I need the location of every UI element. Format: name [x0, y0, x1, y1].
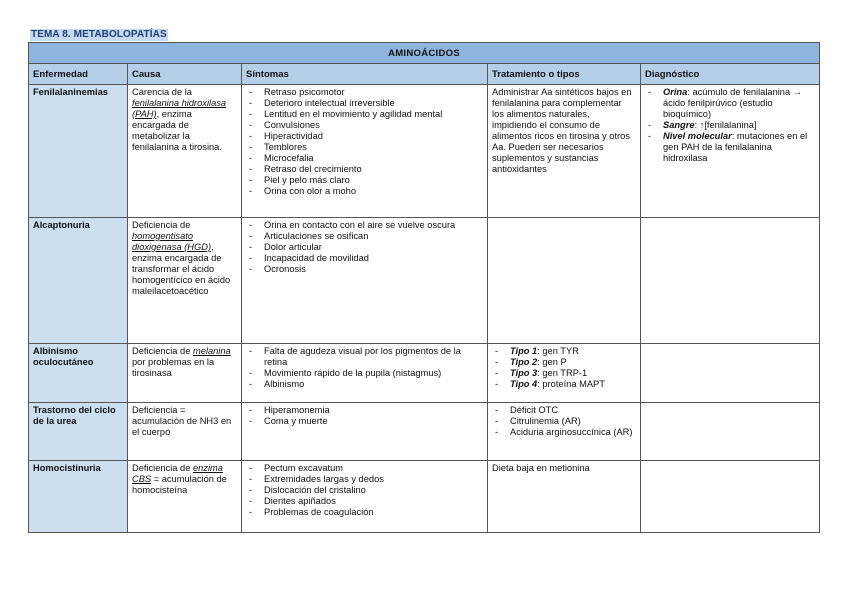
symptom-item: - Dislocación del cristalino: [246, 485, 483, 496]
cause-cell: [128, 218, 242, 344]
types-cell: [488, 344, 641, 403]
symptom-item: - Ocronosis: [246, 264, 483, 275]
diagnosis-label: Sangre: [663, 120, 695, 130]
type-item: - Aciduria arginosuccínica (AR): [492, 427, 636, 438]
type-text: : gen TYR: [537, 346, 579, 356]
header-diagnostico: Diagnóstico: [641, 64, 820, 85]
diagnosis-label: Nivel molecular: [663, 131, 732, 141]
type-label: Tipo 1: [510, 346, 538, 356]
symptom-item: - Movimiento rápido de la pupila (nistagmus): [246, 368, 483, 379]
diagnosis-cell: [641, 85, 820, 218]
cause-enzyme: fenilalanina hidroxilasa (PAH): [132, 98, 227, 119]
symptom-item: - Dolor articular: [246, 242, 483, 253]
symptom-item: - Pectum excavatum: [246, 463, 483, 474]
header-sintomas: Síntomas: [242, 64, 488, 85]
type-text: : gen TRP-1: [537, 368, 588, 378]
diagnosis-item: [645, 131, 815, 164]
diagnosis-cell: [641, 218, 820, 344]
diagnosis-cell: [641, 403, 820, 461]
symptoms-cell: [242, 403, 488, 461]
cause-text: por problemas en la tirosinasa: [132, 357, 215, 378]
symptom-item: - Problemas de coagulación: [246, 507, 483, 518]
page-title: TEMA 8. METABOLOPATÍAS: [31, 29, 167, 40]
diagnosis-item: [645, 120, 815, 131]
cause-cell: Deficiencia = acumulación de NH3 en el cuerpo: [128, 403, 242, 461]
symptoms-cell: [242, 344, 488, 403]
symptom-item: - Retraso psicomotor: [246, 87, 483, 98]
disease-name: Homocistinuria: [29, 461, 128, 533]
cause-cell: [128, 344, 242, 403]
diagnosis-label: Orina: [663, 87, 688, 97]
symptom-item: - Hiperactividad: [246, 131, 483, 142]
cause-text: Carencia de la: [132, 87, 192, 97]
diagnosis-text: : ↑[fenilalanina]: [694, 120, 757, 130]
type-item: - Citrulinemia (AR): [492, 416, 636, 427]
cause-text: , enzima encargada de metabolizar la fenilalanina a tirosina.: [132, 109, 222, 152]
cause-enzyme: enzima CBS: [132, 463, 223, 484]
disease-name: Fenilalaninemias: [29, 85, 128, 218]
symptom-item: - Deterioro intelectual irreversible: [246, 98, 483, 109]
symptoms-cell: [242, 85, 488, 218]
diagnosis-cell: [641, 461, 820, 533]
cause-text: = acumulación de homocisteína: [132, 474, 227, 495]
diagnosis-text: : acúmulo de fenilalanina → ácido fenilpirúvico (estudio bioquímico): [663, 87, 803, 119]
diagnosis-cell: [641, 344, 820, 403]
symptom-item: - Articulaciones se osifican: [246, 231, 483, 242]
cause-text: Deficiencia de: [132, 463, 193, 473]
symptom-item: - Extremidades largas y dedos: [246, 474, 483, 485]
header-tratamiento: Tratamiento o tipos: [488, 64, 641, 85]
type-label: Tipo 2: [510, 357, 538, 367]
type-item: [492, 346, 636, 357]
symptom-item: - Falta de agudeza visual por los pigmentos de la retina: [246, 346, 483, 368]
cause-text: Deficiencia de: [132, 346, 193, 356]
treatment-cell: Dieta baja en metionina: [488, 461, 641, 533]
cause-enzyme: melanina: [192, 346, 231, 356]
symptoms-cell: [242, 461, 488, 533]
type-text: : gen P: [537, 357, 567, 367]
type-item: [492, 357, 636, 368]
table-row: [29, 85, 820, 218]
symptom-item: - Coma y muerte: [246, 416, 483, 427]
cause-cell: [128, 461, 242, 533]
aminoacids-table: [28, 42, 820, 533]
diagnosis-text: : mutaciones en el gen PAH de la fenilalanina hidroxilasa: [663, 131, 808, 163]
table-row: [29, 344, 820, 403]
type-label: Tipo 4: [510, 379, 538, 389]
cause-enzyme: homogentisato dioxigenasa (HGD): [132, 231, 212, 252]
type-label: Tipo 3: [510, 368, 538, 378]
disease-name: Alcaptonuria: [29, 218, 128, 344]
symptom-item: - Retraso del crecimiento: [246, 164, 483, 175]
cause-text: , enzima encargada de transformar el ácido homogentícico en ácido maleilacetoacético: [132, 242, 231, 296]
header-enfermedad: Enfermedad: [29, 64, 128, 85]
treatment-cell: [488, 218, 641, 344]
symptom-item: - Albinismo: [246, 379, 483, 390]
diagnosis-item: [645, 87, 815, 120]
type-text: : proteína MAPT: [537, 379, 605, 389]
symptom-item: - Hiperamonemia: [246, 405, 483, 416]
symptom-item: - Orina con olor a moho: [246, 186, 483, 197]
symptom-item: - Microcefalia: [246, 153, 483, 164]
type-item: - Déficit OTC: [492, 405, 636, 416]
treatment-cell: Administrar Aa sintéticos bajos en fenilalanina para complementar los alimentos naturales, impidiendo el consumo de alimentos ricos en tirosina y otros Aa. Pueden ser necesarios suplementos y sustancias antioxidantes: [488, 85, 641, 218]
table-row: [29, 403, 820, 461]
symptoms-cell: [242, 218, 488, 344]
type-item: [492, 368, 636, 379]
type-item: [492, 379, 636, 390]
disease-name: Albinismo oculocutáneo: [29, 344, 128, 403]
symptom-item: - Convulsiones: [246, 120, 483, 131]
symptom-item: - Piel y pelo más claro: [246, 175, 483, 186]
cause-cell: [128, 85, 242, 218]
symptom-item: - Temblores: [246, 142, 483, 153]
symptom-item: - Orina en contacto con el aire se vuelve oscura: [246, 220, 483, 231]
symptom-item: - Lentitud en el movimiento y agilidad mental: [246, 109, 483, 120]
table-banner: AMINOÁCIDOS: [29, 43, 820, 64]
table-row: [29, 461, 820, 533]
disease-name: Trastorno del ciclo de la urea: [29, 403, 128, 461]
symptom-item: - Dientes apiñados: [246, 496, 483, 507]
symptom-item: - Incapacidad de movilidad: [246, 253, 483, 264]
types-cell: [488, 403, 641, 461]
cause-text: Deficiencia de: [132, 220, 191, 230]
header-causa: Causa: [128, 64, 242, 85]
table-row: [29, 218, 820, 344]
